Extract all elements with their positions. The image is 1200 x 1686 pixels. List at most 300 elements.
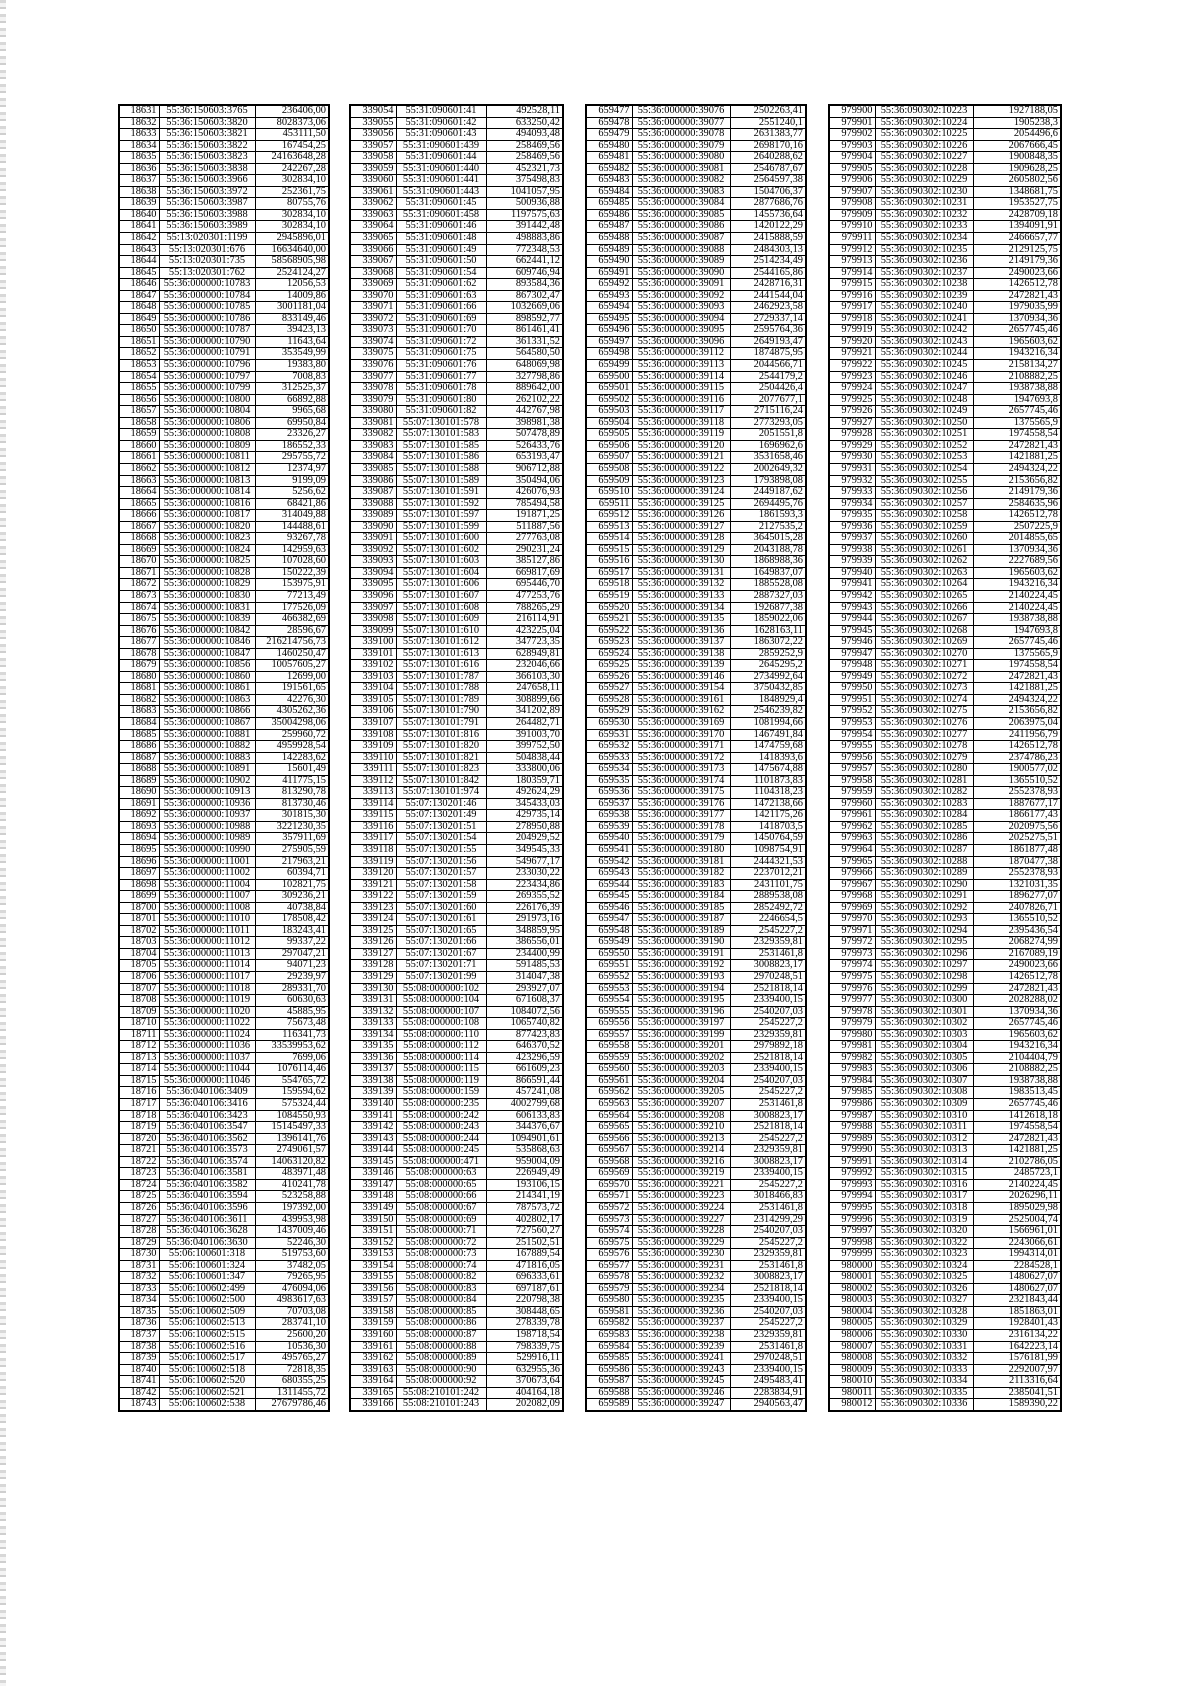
cadastral-number: 55:36:090302:10308 [875,1087,973,1099]
table-row [829,152,1061,164]
row-number: 339115 [350,810,396,822]
row-number: 339153 [350,1249,396,1261]
cadastral-number: 55:36:000000:10812 [159,463,255,475]
table-row [829,1226,1061,1238]
cadastral-number: 55:07:130201:99 [396,972,486,984]
row-number: 659494 [586,302,632,314]
table-row [119,1214,329,1226]
cadastral-value: 2002649,32 [730,463,806,475]
cadastral-value: 893584,36 [486,279,563,291]
table-row [586,105,806,117]
cadastral-number: 55:08:000000:71 [396,1226,486,1238]
table-row [586,671,806,683]
cadastral-value: 1460250,47 [255,648,329,660]
row-number: 18733 [119,1283,159,1295]
cadastral-number: 55:36:000000:10902 [159,775,255,787]
cadastral-number: 55:36:000000:39232 [632,1272,730,1284]
cadastral-value: 2054496,6 [973,129,1061,141]
row-number: 18646 [119,279,159,291]
cadastral-value: 15601,49 [255,764,329,776]
table-row [119,868,329,880]
table-row [586,1249,806,1261]
cadastral-number: 55:36:090302:10281 [875,775,973,787]
cadastral-value: 66892,88 [255,394,329,406]
cadastral-number: 55:08:000000:87 [396,1329,486,1341]
table-row [350,452,563,464]
table-row [350,1006,563,1018]
table-row [119,775,329,787]
table-row [350,995,563,1007]
cadastral-value: 1974558,54 [973,660,1061,672]
table-row [586,937,806,949]
table-body-4 [829,105,1061,1411]
row-number: 979906 [829,175,875,187]
cadastral-value: 1475674,88 [730,764,806,776]
table-row [119,129,329,141]
table-block-3 [585,104,807,1412]
cadastral-value: 554765,72 [255,1075,329,1087]
table-row [350,1191,563,1203]
table-row [119,798,329,810]
cadastral-number: 55:36:000000:39230 [632,1249,730,1261]
cadastral-number: 55:31:090601:82 [396,406,486,418]
cadastral-number: 55:36:090302:10285 [875,821,973,833]
table-row [350,741,563,753]
cadastral-value: 1421881,25 [973,1145,1061,1157]
table-row [829,1387,1061,1399]
cadastral-value: 429735,14 [486,810,563,822]
cadastral-number: 55:07:130101:602 [396,544,486,556]
cadastral-number: 55:36:040106:3628 [159,1226,255,1238]
cadastral-number: 55:36:090302:10333 [875,1364,973,1376]
cadastral-value: 375498,83 [486,175,563,187]
cadastral-value: 5256,62 [255,487,329,499]
table-row [350,845,563,857]
cadastral-value: 1943216,34 [973,348,1061,360]
row-number: 979989 [829,1133,875,1145]
cadastral-value: 177526,09 [255,602,329,614]
table-row [350,1168,563,1180]
cadastral-number: 55:36:150603:3972 [159,186,255,198]
table-row [350,648,563,660]
row-number: 339104 [350,683,396,695]
table-row [350,1029,563,1041]
row-number: 659565 [586,1122,632,1134]
cadastral-number: 55:07:130101:597 [396,510,486,522]
row-number: 659544 [586,879,632,891]
cadastral-number: 55:36:040106:3594 [159,1191,255,1203]
cadastral-number: 55:36:000000:39171 [632,741,730,753]
cadastral-number: 55:36:000000:10936 [159,798,255,810]
cadastral-number: 55:36:090302:10290 [875,879,973,891]
row-number: 979974 [829,960,875,972]
row-number: 979943 [829,602,875,614]
table-row [119,209,329,221]
table-row [829,105,1061,117]
cadastral-value: 1974558,54 [973,1122,1061,1134]
cadastral-value: 906712,88 [486,463,563,475]
cadastral-value: 150222,39 [255,567,329,579]
table-row [586,960,806,972]
table-row [119,1306,329,1318]
cadastral-value: 2540207,03 [730,1075,806,1087]
cadastral-number: 55:07:130101:588 [396,463,486,475]
cadastral-number: 55:08:000000:159 [396,1087,486,1099]
cadastral-value: 333800,06 [486,764,563,776]
table-row [829,787,1061,799]
table-row [350,1237,563,1249]
cadastral-number: 55:36:000000:39128 [632,533,730,545]
cadastral-number: 55:36:090302:10258 [875,510,973,522]
cadastral-number: 55:36:000000:39192 [632,960,730,972]
cadastral-value: 361331,52 [486,336,563,348]
table-row [586,1179,806,1191]
row-number: 18701 [119,914,159,926]
table-row [586,995,806,1007]
cadastral-number: 55:36:090302:10295 [875,937,973,949]
row-number: 18739 [119,1353,159,1365]
row-number: 979918 [829,313,875,325]
cadastral-number: 55:36:000000:39227 [632,1214,730,1226]
cadastral-value: 197392,00 [255,1202,329,1214]
table-row [829,833,1061,845]
row-number: 339073 [350,325,396,337]
row-number: 18676 [119,625,159,637]
cadastral-value: 2043188,78 [730,544,806,556]
row-number: 18659 [119,429,159,441]
cadastral-number: 55:31:090601:70 [396,325,486,337]
cadastral-number: 55:36:090302:10318 [875,1202,973,1214]
cadastral-number: 55:07:130101:788 [396,683,486,695]
cadastral-value: 297047,21 [255,948,329,960]
row-number: 659577 [586,1260,632,1272]
cadastral-value: 2524124,27 [255,267,329,279]
row-number: 659526 [586,671,632,683]
table-row [350,752,563,764]
table-row [586,313,806,325]
table-row [586,348,806,360]
cadastral-value: 79265,95 [255,1272,329,1284]
cadastral-value: 1566961,01 [973,1226,1061,1238]
cadastral-value: 2979892,18 [730,1041,806,1053]
cadastral-value: 696333,61 [486,1272,563,1284]
row-number: 18729 [119,1237,159,1249]
table-row [586,209,806,221]
row-number: 339128 [350,960,396,972]
row-number: 339099 [350,625,396,637]
cadastral-value: 1472138,66 [730,798,806,810]
row-number: 979964 [829,845,875,857]
cadastral-number: 55:36:150603:3988 [159,209,255,221]
cadastral-value: 2104404,79 [973,1052,1061,1064]
table-row [829,313,1061,325]
row-number: 18662 [119,463,159,475]
table-row [586,383,806,395]
row-number: 979979 [829,1018,875,1030]
row-number: 18680 [119,671,159,683]
table-row [586,244,806,256]
cadastral-value: 1474759,68 [730,741,806,753]
row-number: 339077 [350,371,396,383]
table-row [586,833,806,845]
cadastral-value: 1480627,07 [973,1272,1061,1284]
table-row [829,406,1061,418]
row-number: 339096 [350,590,396,602]
cadastral-number: 55:07:130101:816 [396,729,486,741]
table-row [350,140,563,152]
row-number: 659487 [586,221,632,233]
cadastral-number: 55:36:090302:10335 [875,1387,973,1399]
row-number: 339116 [350,821,396,833]
cadastral-value: 1321031,35 [973,879,1061,891]
table-row [350,729,563,741]
cadastral-number: 55:07:130201:46 [396,798,486,810]
cadastral-number: 55:07:130201:61 [396,914,486,926]
cadastral-value: 2552378,93 [973,868,1061,880]
cadastral-number: 55:36:090302:10225 [875,129,973,141]
table-row [350,221,563,233]
cadastral-value: 1576181,99 [973,1353,1061,1365]
row-number: 339122 [350,891,396,903]
row-number: 18735 [119,1306,159,1318]
cadastral-number: 55:36:000000:39175 [632,787,730,799]
table-row [350,1387,563,1399]
cadastral-number: 55:08:000000:65 [396,1179,486,1191]
cadastral-value: 1938738,88 [973,614,1061,626]
table-row [119,417,329,429]
table-row [829,706,1061,718]
cadastral-number: 55:08:000000:66 [396,1191,486,1203]
table-row [586,1133,806,1145]
cadastral-value: 348859,95 [486,925,563,937]
cadastral-number: 55:07:130101:583 [396,429,486,441]
cadastral-number: 55:36:090302:10279 [875,752,973,764]
row-number: 18681 [119,683,159,695]
cadastral-number: 55:36:000000:39202 [632,1052,730,1064]
cadastral-number: 55:36:040106:3409 [159,1087,255,1099]
cadastral-value: 1426512,78 [973,279,1061,291]
cadastral-number: 55:36:000000:39091 [632,279,730,291]
cadastral-value: 242267,28 [255,163,329,175]
cadastral-value: 1887677,17 [973,798,1061,810]
table-row [350,1156,563,1168]
table-row [350,717,563,729]
row-number: 339097 [350,602,396,614]
table-row [586,233,806,245]
cadastral-value: 2472821,43 [973,1133,1061,1145]
row-number: 339063 [350,209,396,221]
cadastral-value: 1861877,48 [973,845,1061,857]
table-row [350,602,563,614]
cadastral-number: 55:36:090302:10310 [875,1110,973,1122]
table-row [119,741,329,753]
cadastral-number: 55:36:090302:10307 [875,1075,973,1087]
cadastral-number: 55:36:000000:10990 [159,845,255,857]
cadastral-value: 507478,89 [486,429,563,441]
table-row [350,983,563,995]
row-number: 980008 [829,1353,875,1365]
table-row [119,1260,329,1272]
cadastral-value: 275905,59 [255,845,329,857]
row-number: 659495 [586,313,632,325]
cadastral-number: 55:36:090302:10292 [875,902,973,914]
cadastral-value: 1965603,62 [973,336,1061,348]
table-row [586,1064,806,1076]
cadastral-value: 153975,91 [255,579,329,591]
table-row [586,602,806,614]
row-number: 339103 [350,671,396,683]
cadastral-value: 2631383,77 [730,129,806,141]
cadastral-number: 55:36:000000:39080 [632,152,730,164]
cadastral-number: 55:36:000000:39131 [632,567,730,579]
cadastral-value: 2113316,64 [973,1376,1061,1388]
cadastral-value: 861461,41 [486,325,563,337]
table-row [119,856,329,868]
row-number: 339130 [350,983,396,995]
row-number: 979909 [829,209,875,221]
cadastral-number: 55:36:000000:10790 [159,336,255,348]
row-number: 659559 [586,1052,632,1064]
table-row [829,1283,1061,1295]
row-number: 979903 [829,140,875,152]
cadastral-number: 55:36:090302:10328 [875,1306,973,1318]
row-number: 339149 [350,1202,396,1214]
cadastral-value: 519753,60 [255,1249,329,1261]
cadastral-number: 55:31:090601:45 [396,198,486,210]
row-number: 659573 [586,1214,632,1226]
cadastral-value: 2521818,14 [730,1052,806,1064]
table-block-1 [118,104,330,1412]
table-row [119,1122,329,1134]
table-row [829,383,1061,395]
table-row [350,660,563,672]
table-row [119,1029,329,1041]
table-row [119,1249,329,1261]
table-row [586,614,806,626]
cadastral-value: 93267,78 [255,533,329,545]
cadastral-number: 55:07:130201:66 [396,937,486,949]
cadastral-number: 55:36:000000:39199 [632,1029,730,1041]
table-row [829,879,1061,891]
cadastral-value: 1926877,38 [730,602,806,614]
cadastral-number: 55:36:000000:39195 [632,995,730,1007]
row-number: 659486 [586,209,632,221]
cadastral-number: 55:36:090302:10259 [875,521,973,533]
cadastral-value: 2852492,72 [730,902,806,914]
cadastral-value: 2546239,82 [730,706,806,718]
cadastral-value: 308899,66 [486,694,563,706]
cadastral-number: 55:36:000000:10785 [159,302,255,314]
cadastral-number: 55:36:000000:39216 [632,1156,730,1168]
cadastral-value: 2411956,79 [973,729,1061,741]
cadastral-number: 55:36:150603:3765 [159,105,255,117]
cadastral-number: 55:31:090601:441 [396,175,486,187]
table-row [586,1099,806,1111]
row-number: 339087 [350,487,396,499]
table-row [586,1202,806,1214]
cadastral-value: 258469,56 [486,140,563,152]
cadastral-number: 55:36:000000:10813 [159,475,255,487]
row-number: 979941 [829,579,875,591]
cadastral-number: 55:36:090302:10254 [875,463,973,475]
table-row [586,533,806,545]
row-number: 339157 [350,1295,396,1307]
cadastral-number: 55:36:000000:10937 [159,810,255,822]
row-number: 18741 [119,1376,159,1388]
row-number: 18644 [119,256,159,268]
cadastral-number: 55:36:000000:39094 [632,313,730,325]
table-row [350,1341,563,1353]
cadastral-value: 80755,76 [255,198,329,210]
cadastral-number: 55:36:090302:10255 [875,475,973,487]
row-number: 979988 [829,1122,875,1134]
table-row [586,440,806,452]
cadastral-number: 55:13:020301:735 [159,256,255,268]
cadastral-number: 55:36:000000:10808 [159,429,255,441]
cadastral-number: 55:36:000000:39207 [632,1099,730,1111]
cadastral-number: 55:36:000000:39201 [632,1041,730,1053]
table-row [350,614,563,626]
table-row [350,1052,563,1064]
cadastral-value: 42276,30 [255,694,329,706]
cadastral-value: 2507225,9 [973,521,1061,533]
row-number: 979952 [829,706,875,718]
cadastral-value: 889642,00 [486,383,563,395]
cadastral-number: 55:36:090302:10245 [875,360,973,372]
cadastral-number: 55:36:090302:10294 [875,925,973,937]
cadastral-number: 55:36:090302:10288 [875,856,973,868]
cadastral-number: 55:08:000000:114 [396,1052,486,1064]
row-number: 18638 [119,186,159,198]
row-number: 339156 [350,1283,396,1295]
cadastral-value: 327798,86 [486,371,563,383]
row-number: 979919 [829,325,875,337]
cadastral-value: 19383,80 [255,360,329,372]
cadastral-number: 55:08:000000:84 [396,1295,486,1307]
cadastral-value: 1084550,93 [255,1110,329,1122]
table-row [119,406,329,418]
row-number: 339134 [350,1029,396,1041]
row-number: 659576 [586,1249,632,1261]
table-block-4 [828,104,1062,1412]
cadastral-number: 55:36:150603:3821 [159,129,255,141]
cadastral-value: 798339,75 [486,1341,563,1353]
cadastral-number: 55:07:130101:607 [396,590,486,602]
cadastral-value: 1348681,75 [973,186,1061,198]
cadastral-value: 500936,88 [486,198,563,210]
row-number: 339105 [350,694,396,706]
row-number: 659564 [586,1110,632,1122]
cadastral-value: 3221230,35 [255,821,329,833]
cadastral-value: 4002799,68 [486,1099,563,1111]
row-number: 979958 [829,775,875,787]
table-row [350,706,563,718]
table-row [350,775,563,787]
row-number: 339090 [350,521,396,533]
cadastral-number: 55:36:090302:10246 [875,371,973,383]
cadastral-value: 1953527,75 [973,198,1061,210]
table-row [829,972,1061,984]
cadastral-value: 1032669,06 [486,302,563,314]
table-row [586,302,806,314]
table-row [119,1295,329,1307]
table-row [829,798,1061,810]
row-number: 339056 [350,129,396,141]
cadastral-number: 55:36:000000:39092 [632,290,730,302]
row-number: 18651 [119,336,159,348]
row-number: 18731 [119,1260,159,1272]
table-row [119,1318,329,1330]
